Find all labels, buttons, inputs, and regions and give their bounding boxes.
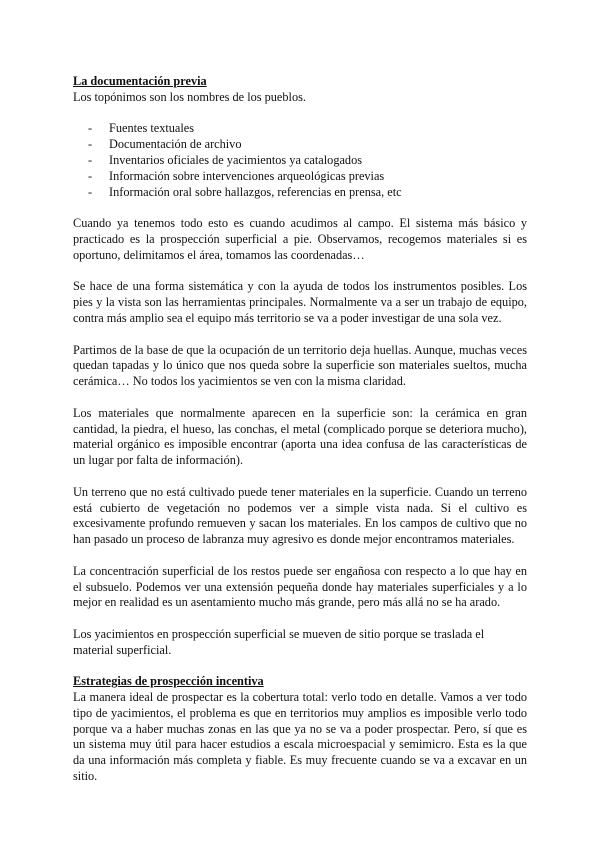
list-item-text: Información oral sobre hallazgos, referencias en prensa, etc	[109, 184, 402, 199]
intro-paragraph: Los topónimos son los nombres de los pueblos.	[73, 89, 306, 104]
bullet-dash: -	[88, 168, 93, 183]
bullet-dash: -	[88, 152, 93, 167]
list-item	[73, 121, 527, 137]
list-item	[73, 137, 527, 153]
list-item-text: Fuentes textuales	[109, 121, 195, 136]
list-item	[73, 185, 527, 201]
section-heading-estrategias: Estrategias de prospección incentiva	[73, 674, 264, 689]
spacer	[73, 327, 527, 343]
body-paragraph: La manera ideal de prospectar es la cobertura total: verlo todo en detalle. Vamos a ver todo tipo de yacimientos, el problema es que en territorios muy amplios es imposible verlo todo porque va a haber muchas zonas en las que ya no se va a poder prospectar. Pero, sí que es un sistema muy útil para hacer estudios a escala microespacial y semimicro. Esta es la que da una información más completa y fiable. Es muy frecuente cuando se va a excavar en un sitio.	[73, 690, 527, 784]
list-item-text: Información sobre intervenciones arqueológicas previas	[109, 168, 385, 183]
spacer	[73, 200, 527, 216]
spacer	[73, 469, 527, 485]
section-heading-documentacion-previa: La documentación previa	[73, 74, 207, 88]
body-paragraph: Un terreno que no está cultivado puede tener materiales en la superficie. Cuando un terreno está cubierto de vegetación no podemos ver a simple vista nada. Si el cultivo es excesivamente profundo remueven y sacan los materiales. En los campos de cultivo que no han pasado un proceso de labranza muy agresivo es donde mejor encontramos materiales.	[73, 484, 527, 547]
spacer	[73, 548, 527, 564]
list-item	[73, 169, 527, 185]
spacer	[73, 106, 527, 122]
body-paragraph: Cuando ya tenemos todo esto es cuando acudimos al campo. El sistema más básico y practicado es la prospección superficial a pie. Observamos, recogemos materiales si es oportuno, delimitamos el área, tomamos las coordenadas…	[73, 216, 527, 262]
body-paragraph: La concentración superficial de los restos puede ser engañosa con respecto a lo que hay en el subsuelo. Podemos ver una extensión pequeña donde hay materiales superficiales y a lo mejor en realidad es un asentamiento mucho más grande, pero más allá no se ha arado.	[73, 563, 527, 610]
bullet-dash: -	[88, 184, 93, 199]
spacer	[73, 264, 527, 280]
body-paragraph: Los yacimientos en prospección superficial se mueven de sitio porque se traslada el material superficial.	[73, 626, 485, 657]
body-paragraph: Se hace de una forma sistemática y con la ayuda de todos los instrumentos posibles. Los pies y la vista son las herramientas principales. Normalmente va a ser un trabajo de equipo, contra más amplio sea el equipo más territorio se va a poder investigar de una sola vez.	[73, 279, 527, 325]
bullet-dash: -	[88, 137, 93, 152]
body-paragraph: Partimos de la base de que la ocupación de un territorio deja huellas. Aunque, muchas veces quedan tapadas y lo único que nos queda sobre la superficie son materiales sueltos, mucha cerámica… No todos los yacimientos se ven con la misma claridad.	[73, 342, 527, 389]
spacer	[73, 658, 527, 674]
spacer	[73, 390, 527, 406]
list-item-text: Inventarios oficiales de yacimientos ya catalogados	[109, 152, 363, 167]
document-page	[73, 74, 527, 785]
bullet-dash: -	[88, 121, 93, 136]
sources-list	[73, 121, 527, 200]
body-paragraph: Los materiales que normalmente aparecen en la superficie son: la cerámica en gran cantidad, la piedra, el hueso, las conchas, el metal (complicado porque se deteriora mucho), material orgánico es imposible encontrar (aporta una idea confusa de las características de un lugar por falta de información).	[73, 405, 527, 468]
list-item	[73, 153, 527, 169]
list-item-text: Documentación de archivo	[109, 137, 242, 152]
spacer	[73, 611, 527, 627]
